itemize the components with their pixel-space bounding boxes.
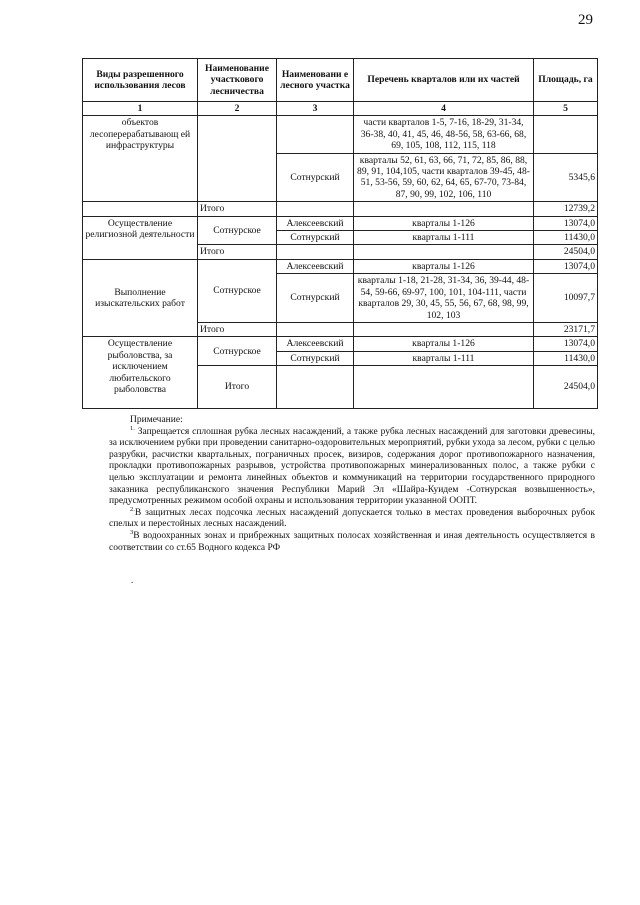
quarters-cell: кварталы 1-18, 21-28, 31-34, 36, 39-44, 48-54, 59-66, 69-97, 100, 101, 104-111, части кварталов 29, 30, 45, 55, 56, 67, 68, 98, 99, 102, 103 — [354, 274, 534, 323]
total-label: Итого — [198, 202, 277, 216]
empty-cell — [354, 202, 534, 216]
note-text: В защитных лесах подсочка лесных насаждений допускается только в местах проведения выборочных рубок спелых и перестойных лесных насаждений. — [109, 507, 595, 530]
notes — [109, 415, 595, 554]
area-cell: 11430,0 — [534, 351, 598, 365]
total-area: 23171,7 — [534, 322, 598, 336]
empty-cell — [354, 245, 534, 259]
plot-cell: Сотнурский — [277, 274, 354, 323]
column-number: 3 — [277, 102, 354, 116]
page-number: 29 — [578, 12, 593, 28]
plot-cell — [277, 116, 354, 153]
forestry-cell: Сотнурское — [198, 216, 277, 245]
forestry-cell: Сотнурское — [198, 337, 277, 366]
column-number: 5 — [534, 102, 598, 116]
note-item — [109, 505, 595, 531]
empty-cell — [277, 245, 354, 259]
note-text: В водоохранных зонах и прибрежных защитных полосах хозяйственная и иная деятельность осуществляется в соответствии со ст.65 Водного кодекса РФ — [109, 530, 595, 553]
area-cell: 13074,0 — [534, 259, 598, 273]
total-area: 12739,2 — [534, 202, 598, 216]
total-area: 24504,0 — [534, 245, 598, 259]
header-quarters: Перечень кварталов или их частей — [354, 59, 534, 102]
note-text: Запрещается сплошная рубка лесных насаждений, а также рубка лесных насаждений для заготовки древесины, за исключением рубки при проведении санитарно-оздоровительных мероприятий, рубки ухода за лесом, рубки с целью разрубки, расчистки квартальных, пограничных просек, визиров, содержания дорог противопожарного назначения, прокладки противопожарных разрывов, устройства противопожарных минерализованных полос, а также рубки с целью эксплуатации и ремонта линейных объектов и коммуникаций на территории государственного природного заказника республиканского значения Республики Марий Эл «Шайра-Куидем -Сотнурская возвышенность», предусмотренных режимом особой охраны и использования территории указанной ООПТ. — [109, 426, 596, 507]
quarters-cell: кварталы 1-126 — [354, 337, 534, 351]
header-use-type: Виды разрешенного использования лесов — [83, 59, 198, 102]
use-type-cell: объектов лесоперерабатывающ ей инфраструктуры — [83, 116, 198, 202]
plot-cell: Сотнурский — [277, 153, 354, 202]
note-mark: 3 — [130, 528, 134, 536]
table-row — [83, 337, 598, 351]
total-label: Итого — [198, 366, 277, 409]
table-row — [83, 116, 598, 153]
use-type-cell: Осуществление религиозной деятельности — [83, 216, 198, 259]
total-label: Итого — [198, 322, 277, 336]
quarters-cell: кварталы 1-126 — [354, 216, 534, 230]
note-item — [109, 528, 595, 554]
total-row — [83, 202, 598, 216]
header-forestry: Наименование участкового лесничества — [198, 59, 277, 102]
forestry-cell — [198, 116, 277, 202]
quarters-cell: кварталы 1-111 — [354, 351, 534, 365]
area-cell: 10097,7 — [534, 274, 598, 323]
column-number: 4 — [354, 102, 534, 116]
empty-cell — [83, 202, 198, 216]
plot-cell: Сотнурский — [277, 231, 354, 245]
quarters-cell: кварталы 1-126 — [354, 259, 534, 273]
column-number: 1 — [83, 102, 198, 116]
header-area: Площадь, га — [534, 59, 598, 102]
note-mark: 2. — [130, 505, 135, 513]
quarters-cell: части кварталов 1-5, 7-16, 18-29, 31-34, 36-38, 40, 41, 45, 46, 48-56, 58, 63-66, 68, 69, 105, 108, 112, 115, 118 — [354, 116, 534, 153]
table-row — [83, 259, 598, 273]
note-item — [109, 424, 596, 508]
empty-cell — [277, 322, 354, 336]
area-cell: 11430,0 — [534, 231, 598, 245]
use-type-cell: Выполнение изыскательских работ — [83, 259, 198, 336]
plot-cell: Сотнурский — [277, 351, 354, 365]
total-area: 24504,0 — [534, 366, 598, 409]
area-cell: 13074,0 — [534, 337, 598, 351]
notes-title: Примечание: — [130, 415, 183, 425]
quarters-cell: кварталы 1-111 — [354, 231, 534, 245]
total-label: Итого — [198, 245, 277, 259]
area-cell — [534, 116, 598, 153]
column-number: 2 — [198, 102, 277, 116]
table-row — [83, 216, 598, 230]
empty-cell — [354, 322, 534, 336]
empty-cell — [354, 366, 534, 409]
forestry-cell: Сотнурское — [198, 259, 277, 322]
area-cell: 5345,6 — [534, 153, 598, 202]
empty-cell — [277, 366, 354, 409]
plot-cell: Алексеевский — [277, 259, 354, 273]
forest-use-table — [82, 58, 598, 409]
table-header-row — [83, 59, 598, 102]
trailing-mark: . — [131, 575, 134, 585]
area-cell: 13074,0 — [534, 216, 598, 230]
quarters-cell: кварталы 52, 61, 63, 66, 71, 72, 85, 86, 88, 89, 91, 104,105, части кварталов 39-45, 48-51, 53-56, 59, 60, 62, 64, 65, 67-70, 73-84, 87, 90, 99, 102, 106, 110 — [354, 153, 534, 202]
note-mark: 1. — [130, 424, 135, 432]
empty-cell — [277, 202, 354, 216]
plot-cell: Алексеевский — [277, 337, 354, 351]
use-type-cell: Осуществление рыболовства, за исключением любительского рыболовства — [83, 337, 198, 409]
header-forest-plot: Наименовани е лесного участка — [277, 59, 354, 102]
plot-cell: Алексеевский — [277, 216, 354, 230]
column-number-row — [83, 102, 598, 116]
